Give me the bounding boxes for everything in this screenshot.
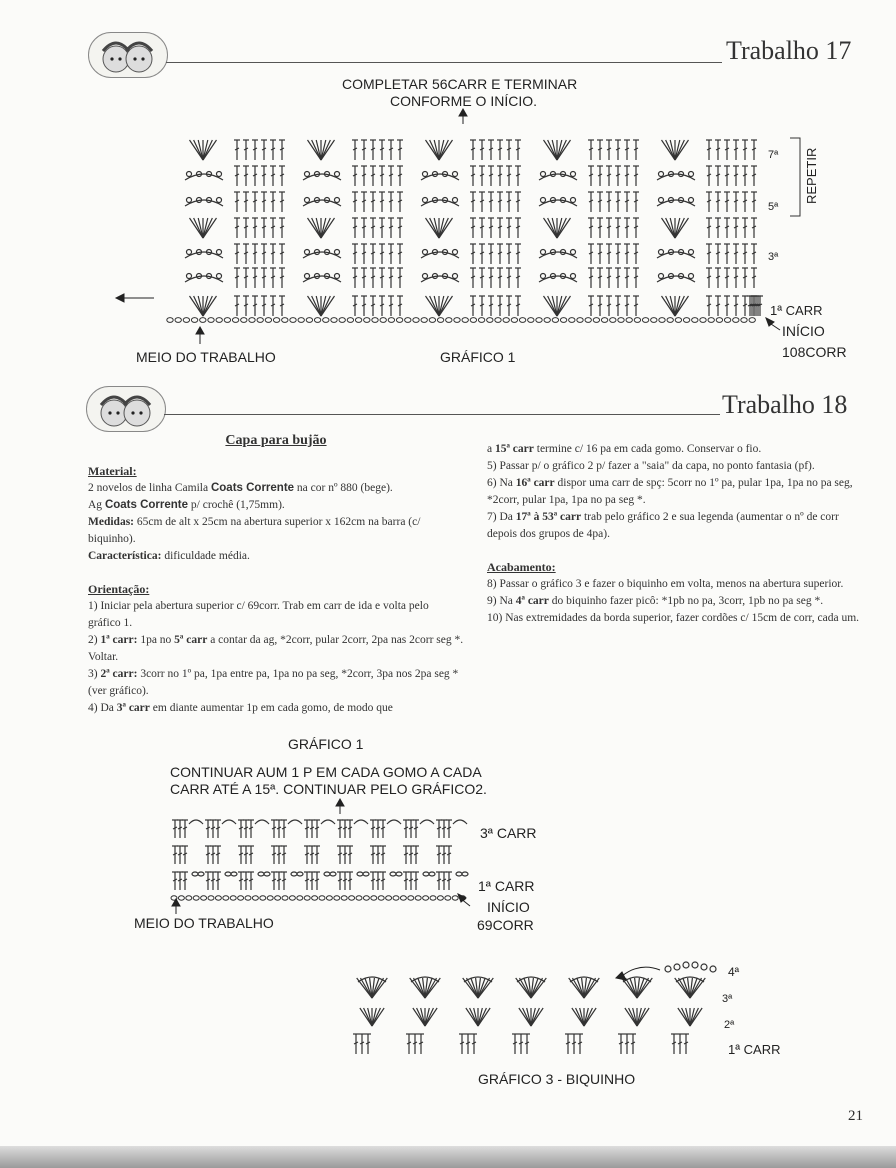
needle-line: Ag Coats Corrente p/ crochê (1,75mm).	[88, 499, 285, 511]
step-1: 1) Iniciar pela abertura superior c/ 69corr. Trab em carr de ida e volta pelo gráfico 1.	[88, 600, 429, 629]
left-column	[88, 432, 464, 717]
material-heading: Material:	[88, 464, 137, 478]
header-rule-17	[166, 62, 722, 63]
work18-chart3-title: GRÁFICO 3 - BIQUINHO	[478, 1071, 636, 1087]
work17-chain-count: 108CORR	[782, 344, 847, 360]
chart3-row-1: 1ª CARR	[728, 1042, 781, 1057]
work17-middle-label: MEIO DO TRABALHO	[136, 349, 276, 365]
row-label-7: 7ª	[768, 149, 779, 161]
chart1-row-1: 1ª CARR	[478, 878, 535, 894]
product-title: Capa para bujão	[225, 433, 327, 448]
work18-chart1-start: INÍCIO	[487, 899, 530, 915]
middle-arrow-icon	[172, 899, 180, 914]
step-3: 3) 2ª carr: 3corr no 1º pa, 1pa entre pa, 1pa no pa seg, *2corr, 3pa nos 2pa seg * (ver gráfico).	[88, 668, 459, 697]
step-4-cont: a 15ª carr termine c/ 16 pa em cada gomo. Conservar o fio.	[487, 443, 762, 455]
middle-arrow-icon	[196, 327, 204, 344]
heads-icon	[89, 33, 167, 77]
feature-line: Característica: dificuldade média.	[88, 550, 250, 562]
step-10: 10) Nas extremidades da borda superior, fazer cordões c/ 15cm de corr, cada um.	[487, 612, 860, 624]
curved-arrow-icon	[616, 967, 660, 980]
up-arrow-icon	[336, 799, 344, 814]
work18-chart1-note-2: CARR ATÉ A 15ª. CONTINUAR PELO GRÁFICO2.	[170, 781, 487, 797]
repeat-label: REPETIR	[804, 147, 819, 204]
chart3-row-3: 3ª	[722, 993, 733, 1005]
left-arrow-icon	[116, 294, 154, 302]
work18-chart1-title: GRÁFICO 1	[288, 736, 364, 752]
heads-logo-17	[88, 32, 168, 78]
up-arrow-icon	[459, 109, 467, 124]
chart1-row-3: 3ª CARR	[480, 825, 537, 841]
work17-chart-note-1: COMPLETAR 56CARR E TERMINAR	[342, 76, 578, 92]
step-6: 6) Na 16ª carr dispor uma carr de spç: 5corr no 1º pa, pular 1pa, 1pa no pa seg, *2corr, pular 1pa, 1pa no pa seg *.	[487, 477, 853, 506]
scan-bottom-edge	[0, 1146, 896, 1168]
work18-chart3	[330, 952, 800, 1062]
measures-line: Medidas: 65cm de alt x 25cm na abertura superior x 162cm na barra (c/ biquinho).	[88, 516, 421, 545]
work18-chart1-note-1: CONTINUAR AUM 1 P EM CADA GOMO A CADA	[170, 764, 482, 780]
right-column	[487, 441, 865, 627]
heads-icon	[87, 387, 165, 431]
work18-title: Trabalho 18	[722, 390, 848, 419]
chart3-row-2: 2ª	[724, 1019, 735, 1031]
step-5: 5) Passar p/ o gráfico 2 p/ fazer a "saia" da capa, no ponto fantasia (pf).	[487, 460, 815, 472]
start-arrow-icon	[766, 318, 780, 330]
work18-chart1-middle: MEIO DO TRABALHO	[134, 915, 274, 931]
orientation-heading: Orientação:	[88, 582, 150, 596]
repeat-bracket	[790, 138, 800, 216]
row-label-1: 1ª CARR	[770, 303, 823, 318]
step-4: 4) Da 3ª carr em diante aumentar 1p em cada gomo, de modo que	[88, 702, 393, 714]
step-7: 7) Da 17ª à 53ª carr trab pelo gráfico 2 e sua legenda (aumentar o nº de corr depois dos grupos de 4pa).	[487, 511, 839, 540]
work17-title: Trabalho 17	[726, 36, 852, 65]
heads-logo-18	[86, 386, 166, 432]
work17-stitch-chart	[110, 108, 870, 348]
work17-chart-title: GRÁFICO 1	[440, 349, 516, 365]
step-2: 2) 1ª carr: 1pa no 5ª carr a contar da ag, *2corr, pular 2corr, 2pa nas 2corr seg *. Voltar.	[88, 634, 464, 663]
chart3-row-4: 4ª	[728, 965, 740, 979]
work17-chart-note-2: CONFORME O INÍCIO.	[390, 93, 537, 109]
work18-chart1-chains: 69CORR	[477, 917, 534, 933]
row-label-3: 3ª	[768, 251, 779, 263]
material-line: 2 novelos de linha Camila Coats Corrente na cor nº 880 (bege).	[88, 482, 393, 494]
finishing-heading: Acabamento:	[487, 560, 556, 574]
step-8: 8) Passar o gráfico 3 e fazer o biquinho em volta, menos na abertura superior.	[487, 578, 844, 590]
header-rule-18	[164, 414, 720, 415]
page-number: 21	[848, 1108, 863, 1124]
step-9: 9) Na 4ª carr do biquinho fazer picô: *1pb no pa, 3corr, 1pb no pa seg *.	[487, 595, 824, 607]
row-label-5: 5ª	[768, 201, 779, 213]
start-label: INÍCIO	[782, 323, 825, 339]
